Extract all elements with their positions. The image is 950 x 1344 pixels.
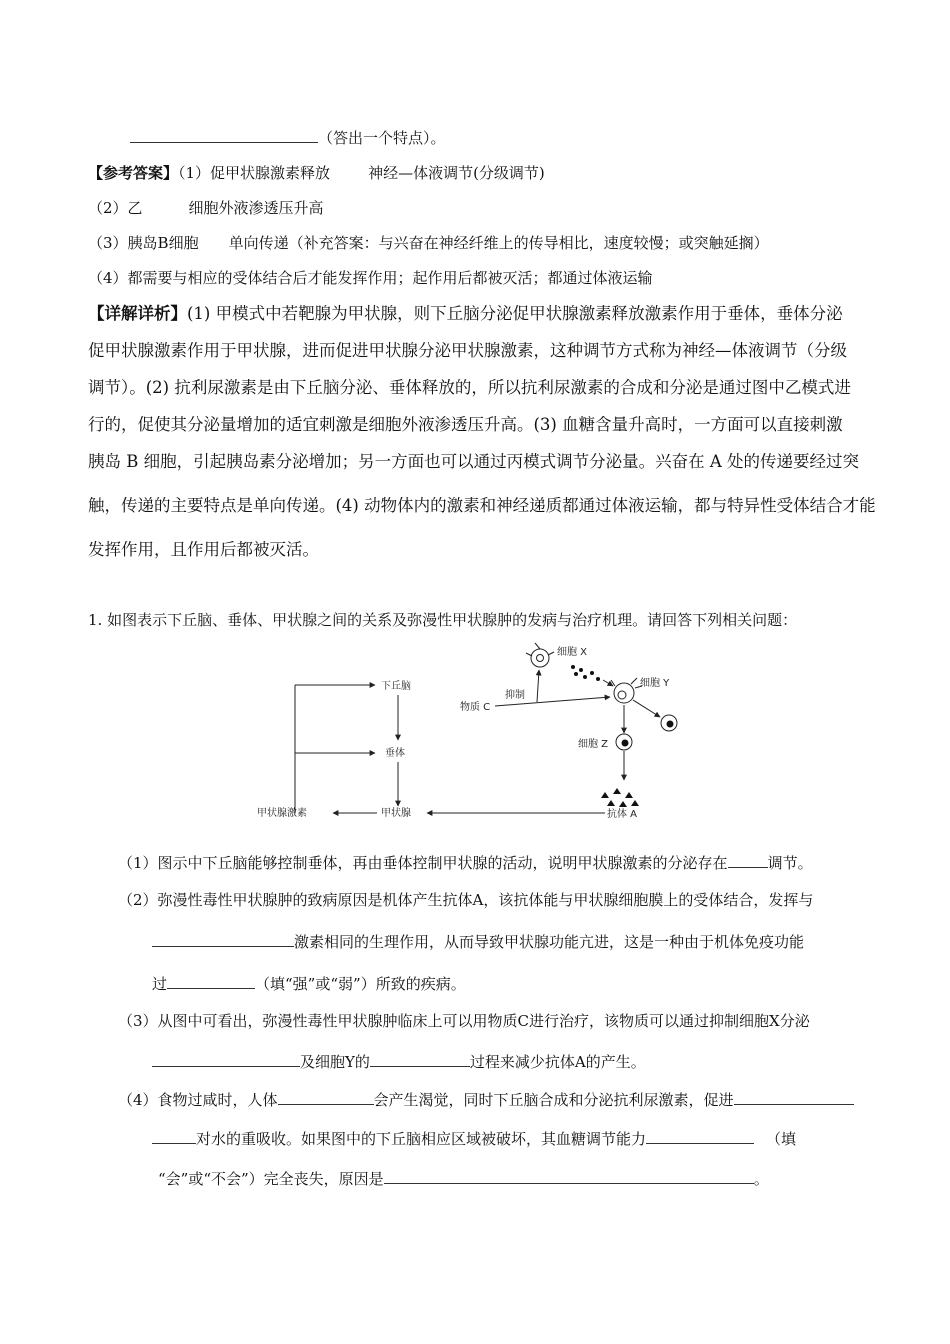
question-2c-text: （填“强”或“弱”）所致的疾病。 <box>255 975 466 993</box>
cell-y-icon <box>611 678 642 703</box>
answer-blank-line <box>130 128 446 148</box>
top-line-suffix: （答出一个特点）。 <box>318 129 446 147</box>
cell-x-icon <box>526 643 554 667</box>
answer-4: （4）都需要与相应的受体结合后才能发挥作用；起作用后都被灭活；都通过体液运输 <box>88 269 653 287</box>
question-2c-prefix: 过 <box>152 975 168 993</box>
question-4b-text: 对水的重吸收。如果图中的下丘脑相应区域被破坏，其血糖调节能力 <box>196 1130 647 1148</box>
answer-line-1 <box>88 163 545 183</box>
blank-q4a[interactable] <box>278 1090 374 1105</box>
question-4-line-2 <box>152 1129 796 1149</box>
question-2: （2）弥漫性毒性甲状腺肿的致病原因是机体产生抗体A，该抗体能与甲状腺细胞膜上的受体结合，发挥与 <box>118 891 814 909</box>
question-4-mid: 会产生渴觉，同时下丘脑合成和分泌抗利尿激素，促进 <box>373 1091 734 1109</box>
question-3b-mid: 及细胞Y的 <box>300 1053 370 1071</box>
answer-line-2 <box>88 198 324 218</box>
memory-cell-icon <box>661 715 677 731</box>
label-antibody-a: 抗体 A <box>607 809 638 820</box>
question-1 <box>118 853 813 873</box>
answer-1b: 神经—体液调节(分级调节) <box>368 164 545 182</box>
question-4c-text: “会”或“不会”）完全丧失，原因是 <box>158 1170 384 1188</box>
blank-q4d[interactable] <box>646 1129 754 1144</box>
question-2b-text: 激素相同的生理作用，从而导致甲状腺功能亢进，这是一种由于机体免疫功能 <box>294 933 805 951</box>
answer-2: （2）乙 <box>88 199 143 217</box>
answer-line-4 <box>88 268 653 288</box>
thyroid-regulation-diagram <box>255 640 725 825</box>
label-thyroid-hormone: 甲状腺激素 <box>257 808 307 819</box>
blank-q2a[interactable] <box>152 932 294 947</box>
blank <box>130 128 318 143</box>
analysis-label: 【详解详析】 <box>88 304 187 323</box>
label-inhibit: 抑制 <box>505 690 525 701</box>
blank-q3b[interactable] <box>370 1052 470 1067</box>
analysis-line-1 <box>88 304 843 324</box>
question-4 <box>118 1090 854 1110</box>
question-2-line-2 <box>152 932 804 952</box>
label-pituitary: 垂体 <box>385 748 405 759</box>
blank-q2b[interactable] <box>167 974 255 989</box>
question-2-line-3 <box>152 974 466 994</box>
lymphokine-dots <box>571 665 600 681</box>
analysis-line-5: 胰岛 B 细胞，引起胰岛素分泌增加；另一方面也可以通过丙模式调节分泌量。兴奋在 A 处的传递要经过突 <box>88 452 860 471</box>
arrow-to-memory-cell <box>633 700 660 717</box>
analysis-line-2: 促甲状腺激素作用于甲状腺，进而促进甲状腺分泌甲状腺激素，这种调节方式称为神经—体液调节（分级 <box>88 341 847 360</box>
blank-q1[interactable] <box>728 853 768 868</box>
answer-3: （3）胰岛B细胞 <box>88 234 199 252</box>
question-1-text: （1）图示中下丘脑能够控制垂体，再由垂体控制甲状腺的活动，说明甲状腺激素的分泌存在 <box>118 854 728 872</box>
question-4-text: （4）食物过咸时，人体 <box>118 1091 278 1109</box>
answer-line-3 <box>88 233 769 253</box>
answer-label: 【参考答案】 <box>88 164 179 182</box>
answer-3b: 单向传递（补充答案：与兴奋在神经纤维上的传导相比，速度较慢；或突触延搁） <box>228 234 769 252</box>
answer-1: （1）促甲状腺激素释放 <box>178 164 331 182</box>
blank-q4e[interactable] <box>384 1169 754 1184</box>
question-3: （3）从图中可看出，弥漫性毒性甲状腺肿临床上可以用物质C进行治疗，该物质可以通过抑制细胞X分泌 <box>118 1012 810 1030</box>
label-thyroid: 甲状腺 <box>381 808 411 819</box>
blank-q3a[interactable] <box>152 1052 300 1067</box>
analysis-line-3: 调节）。(2) 抗利尿激素是由下丘脑分泌、垂体释放的，所以抗利尿激素的合成和分泌是通过图中乙模式进 <box>88 378 851 397</box>
question-4-line-3 <box>158 1169 769 1189</box>
label-hypothalamus: 下丘脑 <box>381 681 411 692</box>
label-substance-c: 物质 C <box>460 702 491 713</box>
question-3-line-2 <box>152 1052 646 1072</box>
antibody-particles <box>601 788 639 807</box>
question-1-end: 调节。 <box>767 854 813 872</box>
analysis-text-1: (1) 甲模式中若靶腺为甲状腺，则下丘脑分泌促甲状腺激素释放激素作用于垂体，垂体分泌 <box>187 304 843 323</box>
label-cell-x: 细胞 X <box>557 647 588 658</box>
label-cell-y: 细胞 Y <box>640 678 670 689</box>
blank-q4c[interactable] <box>152 1129 196 1144</box>
arrow-inhibit-cell-x <box>537 670 539 702</box>
label-cell-z: 细胞 Z <box>578 739 609 750</box>
question-3b-end: 过程来减少抗体A的产生。 <box>469 1053 646 1071</box>
answer-2b: 细胞外液渗透压升高 <box>188 199 324 217</box>
analysis-line-6: 触，传递的主要特点是单向传递。(4) 动物体内的激素和神经递质都通过体液运输，都与特异性受体结合才能 <box>88 496 876 515</box>
question-stem: 1. 如图表示下丘脑、垂体、甲状腺之间的关系及弥漫性甲状腺肿的发病与治疗机理。请回答下列相关问题： <box>88 611 798 629</box>
question-4b-end: （填 <box>766 1130 797 1148</box>
question-4c-end: 。 <box>753 1170 769 1188</box>
analysis-line-4: 行的，促使其分泌量增加的适宜刺激是细胞外液渗透压升高。(3) 血糖含量升高时，一方面可以直接刺激 <box>88 415 843 434</box>
blank-q4b[interactable] <box>734 1090 854 1105</box>
cell-z-icon <box>616 734 632 750</box>
analysis-line-7: 发挥作用，且作用后都被灭活。 <box>88 540 319 559</box>
